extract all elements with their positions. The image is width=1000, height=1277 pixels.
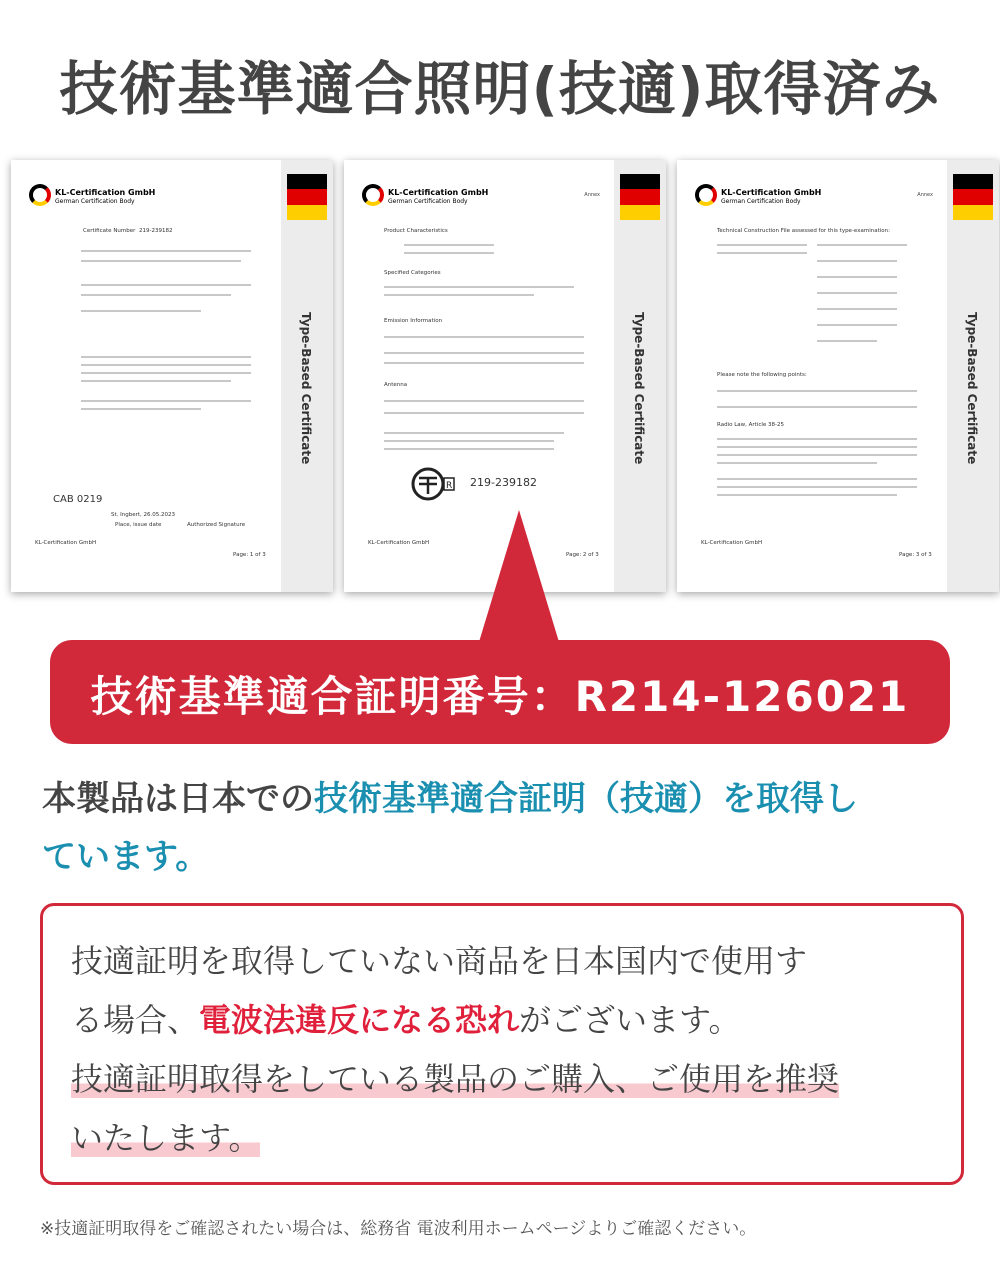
text-block: [384, 294, 534, 296]
description: [42, 770, 972, 886]
text-block: [384, 412, 584, 414]
text-block: [717, 486, 917, 488]
section-heading: Radio Law, Article 38-25: [717, 422, 785, 428]
warning-text: [71, 932, 941, 1168]
cab-number: CAB 0219: [53, 494, 103, 505]
page-number: Page: 1 of 3: [233, 552, 266, 558]
annex-label: Annex: [917, 192, 933, 198]
description-highlight: 技術基準適合証明（技適）を取得し: [314, 779, 858, 819]
signature-caption: Authorized Signature: [187, 522, 246, 528]
text-block: [717, 438, 917, 440]
certificate-page-3: [677, 160, 999, 592]
text-block: [384, 362, 584, 364]
text-block: [384, 432, 564, 434]
mark-number: 219-239182: [470, 476, 537, 489]
logo-arc-icon: [362, 184, 384, 206]
text-block: [717, 244, 807, 246]
footer-company: KL-Certification GmbH: [701, 540, 763, 546]
text-block: [81, 294, 231, 296]
cert-number-label: Certificate Number: [83, 228, 136, 234]
text-block: [817, 292, 897, 294]
text-block: [384, 400, 584, 402]
company-subtitle: German Certification Body: [721, 198, 801, 205]
text-block: [81, 364, 251, 366]
text-block: [717, 406, 917, 408]
certificate-page-1: [11, 160, 333, 592]
certification-number: 技術基準適合証明番号：R214-126021: [90, 672, 910, 721]
svg-text:R: R: [446, 481, 453, 491]
section-heading: Product Characteristics: [384, 228, 448, 234]
recommendation-line-1: 技適証明取得をしている製品のご購入、ご使用を推奨: [71, 1060, 840, 1098]
text-block: [817, 260, 897, 262]
text-block: [81, 284, 251, 286]
text-block: [81, 260, 241, 262]
text-block: [717, 462, 877, 464]
warning-line-2: る場合、: [71, 1001, 200, 1039]
page-number: Page: 2 of 3: [566, 552, 599, 558]
text-block: [81, 356, 251, 358]
text-block: [81, 310, 201, 312]
text-block: [404, 244, 494, 246]
german-flag-icon: [620, 174, 660, 220]
logo-arc-icon: [695, 184, 717, 206]
section-heading: Antenna: [384, 382, 408, 388]
section-heading: Emission Information: [384, 318, 443, 324]
warning-line-1: 技適証明を取得していない商品を日本国内で使用す: [71, 942, 808, 980]
place-caption: Place, issue date: [115, 522, 162, 528]
text-block: [81, 372, 251, 374]
german-flag-icon: [953, 174, 993, 220]
text-block: [817, 308, 897, 310]
text-block: [384, 448, 554, 450]
company-name: KL-Certification GmbH: [388, 188, 489, 197]
text-block: [81, 400, 251, 402]
cert-number: 219-239182: [139, 228, 173, 234]
annex-label: Annex: [584, 192, 600, 198]
logo-arc-icon: [29, 184, 51, 206]
kl-logo: [695, 182, 822, 212]
side-band: [947, 160, 999, 592]
text-block: [717, 390, 917, 392]
kl-logo: [29, 182, 156, 212]
warning-line-2-end: がございます。: [519, 1001, 741, 1039]
text-block: [384, 336, 584, 338]
place-date: St. Ingbert, 26.05.2023: [111, 512, 176, 518]
recommendation-line-2: いたします。: [71, 1119, 261, 1157]
side-label: Type-Based Certificate: [632, 312, 646, 465]
side-label: Type-Based Certificate: [965, 312, 979, 465]
section-heading: Please note the following points:: [717, 372, 807, 378]
text-block: [717, 454, 917, 456]
text-block: [384, 352, 584, 354]
warning-box: [40, 903, 964, 1185]
footer-company: KL-Certification GmbH: [35, 540, 97, 546]
callout-pointer: [479, 510, 559, 642]
german-flag-icon: [287, 174, 327, 220]
text-block: [817, 324, 897, 326]
giteki-mark-icon: [410, 466, 456, 502]
certification-number-callout: [50, 640, 950, 744]
footer-company: KL-Certification GmbH: [368, 540, 430, 546]
company-name: KL-Certification GmbH: [721, 188, 822, 197]
text-block: [81, 250, 251, 252]
side-label: Type-Based Certificate: [299, 312, 313, 465]
text-block: [81, 408, 201, 410]
text-block: [404, 252, 494, 254]
text-block: [817, 276, 897, 278]
text-block: [817, 244, 907, 246]
text-block: [717, 446, 917, 448]
page-title: 技術基準適合照明(技適)取得済み: [59, 55, 941, 123]
text-block: [717, 494, 897, 496]
kl-logo: [362, 182, 489, 212]
text-block: [717, 252, 807, 254]
company-subtitle: German Certification Body: [388, 198, 468, 205]
side-band: [614, 160, 666, 592]
description-text: 本製品は日本での: [42, 779, 314, 819]
footnote: ※技適証明取得をご確認されたい場合は、総務省 電波利用ホームページよりご確認ください。: [40, 1219, 757, 1239]
company-name: KL-Certification GmbH: [55, 188, 156, 197]
company-subtitle: German Certification Body: [55, 198, 135, 205]
side-band: [281, 160, 333, 592]
description-highlight-end: ています。: [42, 837, 210, 877]
section-heading: Technical Construction File assessed for this type-examination:: [717, 228, 890, 234]
text-block: [384, 440, 554, 442]
text-block: [817, 340, 877, 342]
page-number: Page: 3 of 3: [899, 552, 932, 558]
text-block: [81, 380, 231, 382]
text-block: [717, 478, 917, 480]
section-heading: Specified Categories: [384, 270, 441, 276]
text-block: [384, 286, 574, 288]
warning-emphasis: 電波法違反になる恐れ: [199, 1001, 520, 1039]
